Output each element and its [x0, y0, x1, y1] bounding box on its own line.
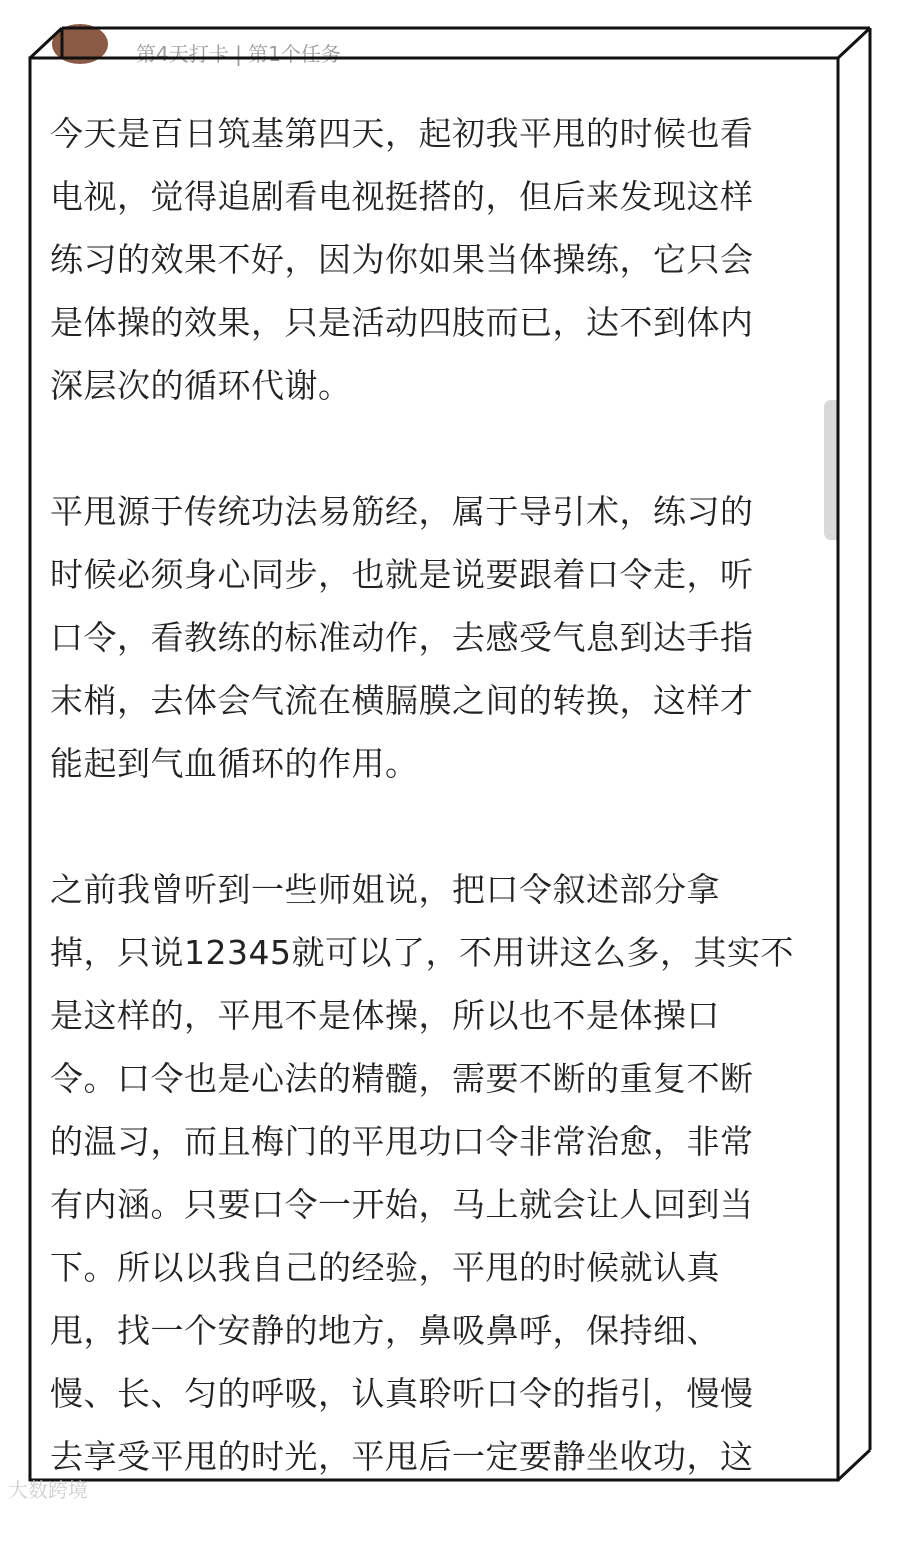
content-viewport — [30, 42, 838, 1480]
watermark-label: 大数跨境 — [8, 1478, 88, 1502]
article-body — [50, 102, 820, 1551]
paragraph-2: 平甩源于传统功法易筋经，属于导引术，练习的 时候必须身心同步，也就是说要跟着口令走，听 口令，看教练的标准动作，去感受气息到达手指 末梢，去体会气流在横膈膜之间的转换，这样才 能起到气血循环的作用。 — [50, 492, 754, 783]
paragraph-1: 今天是百日筑基第四天，起初我平甩的时候也看 电视，觉得追剧看电视挺搭的，但后来发现这样 练习的效果不好，因为你如果当体操练，它只会 是体操的效果，只是活动四肢而已，达不到体内 深层次的循环代谢。 — [50, 114, 754, 405]
post-header — [30, 42, 838, 70]
post-meta-text: 第4天打卡 | 第1个任务 — [136, 42, 341, 66]
avatar[interactable] — [52, 24, 108, 64]
scrollbar-thumb[interactable] — [824, 400, 838, 540]
paragraph-3: 之前我曾听到一些师姐说，把口令叙述部分拿 掉，只说12345就可以了，不用讲这么多，其实不 是这样的，平甩不是体操，所以也不是体操口 令。口令也是心法的精髓，需要不断的重复不断 的温习，而且梅门的平甩功口令非常治愈，非常 有内涵。只要口令一开始，马上就会让人回到当 下。所以以我自己的经验，平甩的时候就认真 甩，找一个安静的地方，鼻吸鼻呼，保持细、 慢、长、匀的呼吸，认真聆听口令的指引，慢慢 去享受平甩的时光，平甩后一定要静坐收功，这 — [50, 870, 794, 1476]
